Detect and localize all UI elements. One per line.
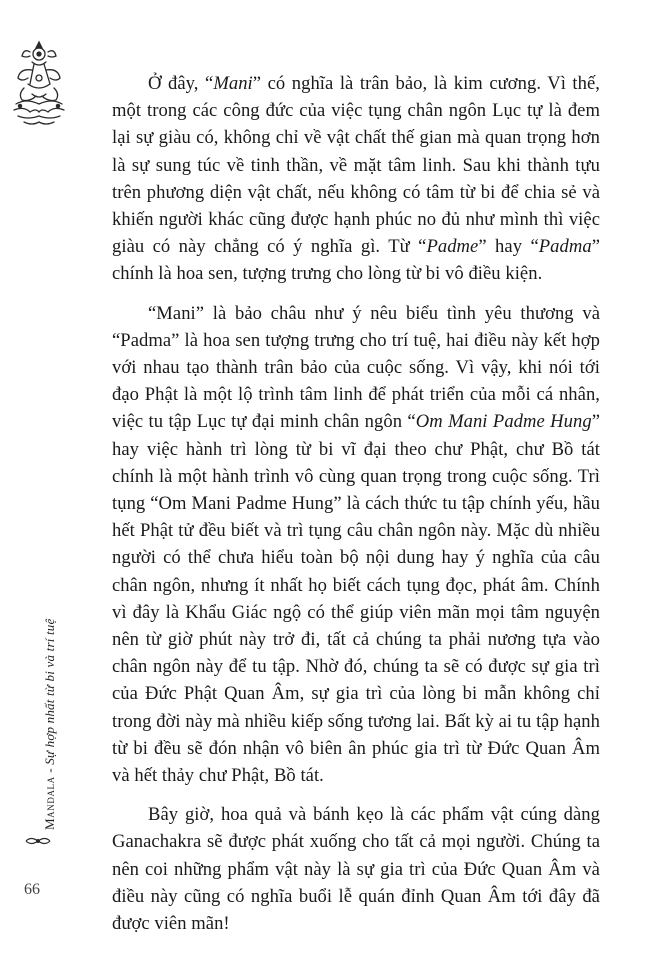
text-run: ” chính là hoa sen, tượng trưng cho lòng từ bi vô điều kiện. xyxy=(112,236,600,285)
italic-term: Padma xyxy=(538,236,592,258)
paragraph-1 xyxy=(112,70,600,288)
paragraph-3 xyxy=(112,801,600,937)
italic-term: Mani xyxy=(213,73,253,94)
book-subtitle: Sự hợp nhất từ bi và trí tuệ xyxy=(42,618,57,765)
main-text xyxy=(112,70,600,937)
text-run: ” hay việc hành trì lòng từ bi vĩ đại theo chư Phật, chư Bồ tát chính là một hành trình vô cùng quan trọng trong cuộc sống. Trì tụng “Om Mani Padme Hung” là cách thức tu tập chính yếu, hầu hết Phật tử đều biết và trì tụng câu chân ngôn này. Mặc dù nhiều người có thể chưa hiểu toàn bộ nội dung hay ý nghĩa của câu chân ngôn, nhưng ít nhất họ biết cách tụng đọc, phát âm. Chính vì đây là Khẩu Giác ngộ có thể giúp viên mãn mọi tâm nguyện nên từ giờ phút này trở đi, tất cả chúng ta phải nương tựa vào chân ngôn này để tu tập. Nhờ đó, chúng ta sẽ có được sự gia trì của Đức Phật Quan Âm, sự gia trì của lòng bi mẫn không chỉ trong đời này mà nhiều kiếp sống tương lai. Bất kỳ ai tu tập hạnh từ bi đều sẽ đón nhận vô biên ân phúc gia trì từ Đức Quan Âm và hết thảy chư Phật, Bồ tát. xyxy=(112,411,601,787)
text-run: ” hay “ xyxy=(478,236,539,258)
italic-term: Om Mani Padme Hung xyxy=(415,411,592,433)
title-separator: - xyxy=(42,764,57,777)
text-run: “Mani” là bảo châu như ý nêu biểu tình yêu thương và “Padma” là hoa sen tượng trưng cho trí tuệ, hai điều này kết hợp với nhau tạo thành trân bảo của cuộc sống. Vì vậy, khi nói tới đạo Phật là một lộ trình tâm linh để phát triển của mỗi cá nhân, việc tu tập Lục tự đại minh chân ngôn “ xyxy=(112,302,600,433)
text-run: ” có nghĩa là trân bảo, là kim cương. Vì thế, một trong các công đức của việc tụng chân ngôn Lục tự là đem lại sự giàu có, không chỉ về vật chất thế gian mà quan trọng hơn là sự sung túc về tinh thần, về mặt tâm linh. Sau khi thành tựu trên phương diện vật chất, nếu không có tâm từ bi để chia sẻ và khiến người khác cũng được hạnh phúc no đủ như mình thì việc giàu có này chẳng có ý nghĩa gì. Từ “ xyxy=(112,73,600,258)
text-run: Bây giờ, hoa quả và bánh kẹo là các phẩm vật cúng dàng Ganachakra sẽ được phát xuống cho tất cả mọi người. Chúng ta nên coi những phẩm vật này là sự gia trì của Đức Quan Âm và điều này cũng có nghĩa buổi lễ quán đỉnh Quan Âm tới đây đã được viên mãn! xyxy=(112,804,600,935)
italic-term: Padme xyxy=(426,236,479,258)
deity-ornament-icon xyxy=(10,38,68,130)
running-title xyxy=(42,619,58,830)
page-number: 66 xyxy=(24,881,40,898)
knot-ornament-icon xyxy=(24,836,52,846)
paragraph-2 xyxy=(112,300,600,790)
text-run: Ở đây, “ xyxy=(148,73,214,94)
book-brand: Mandala xyxy=(42,776,57,830)
